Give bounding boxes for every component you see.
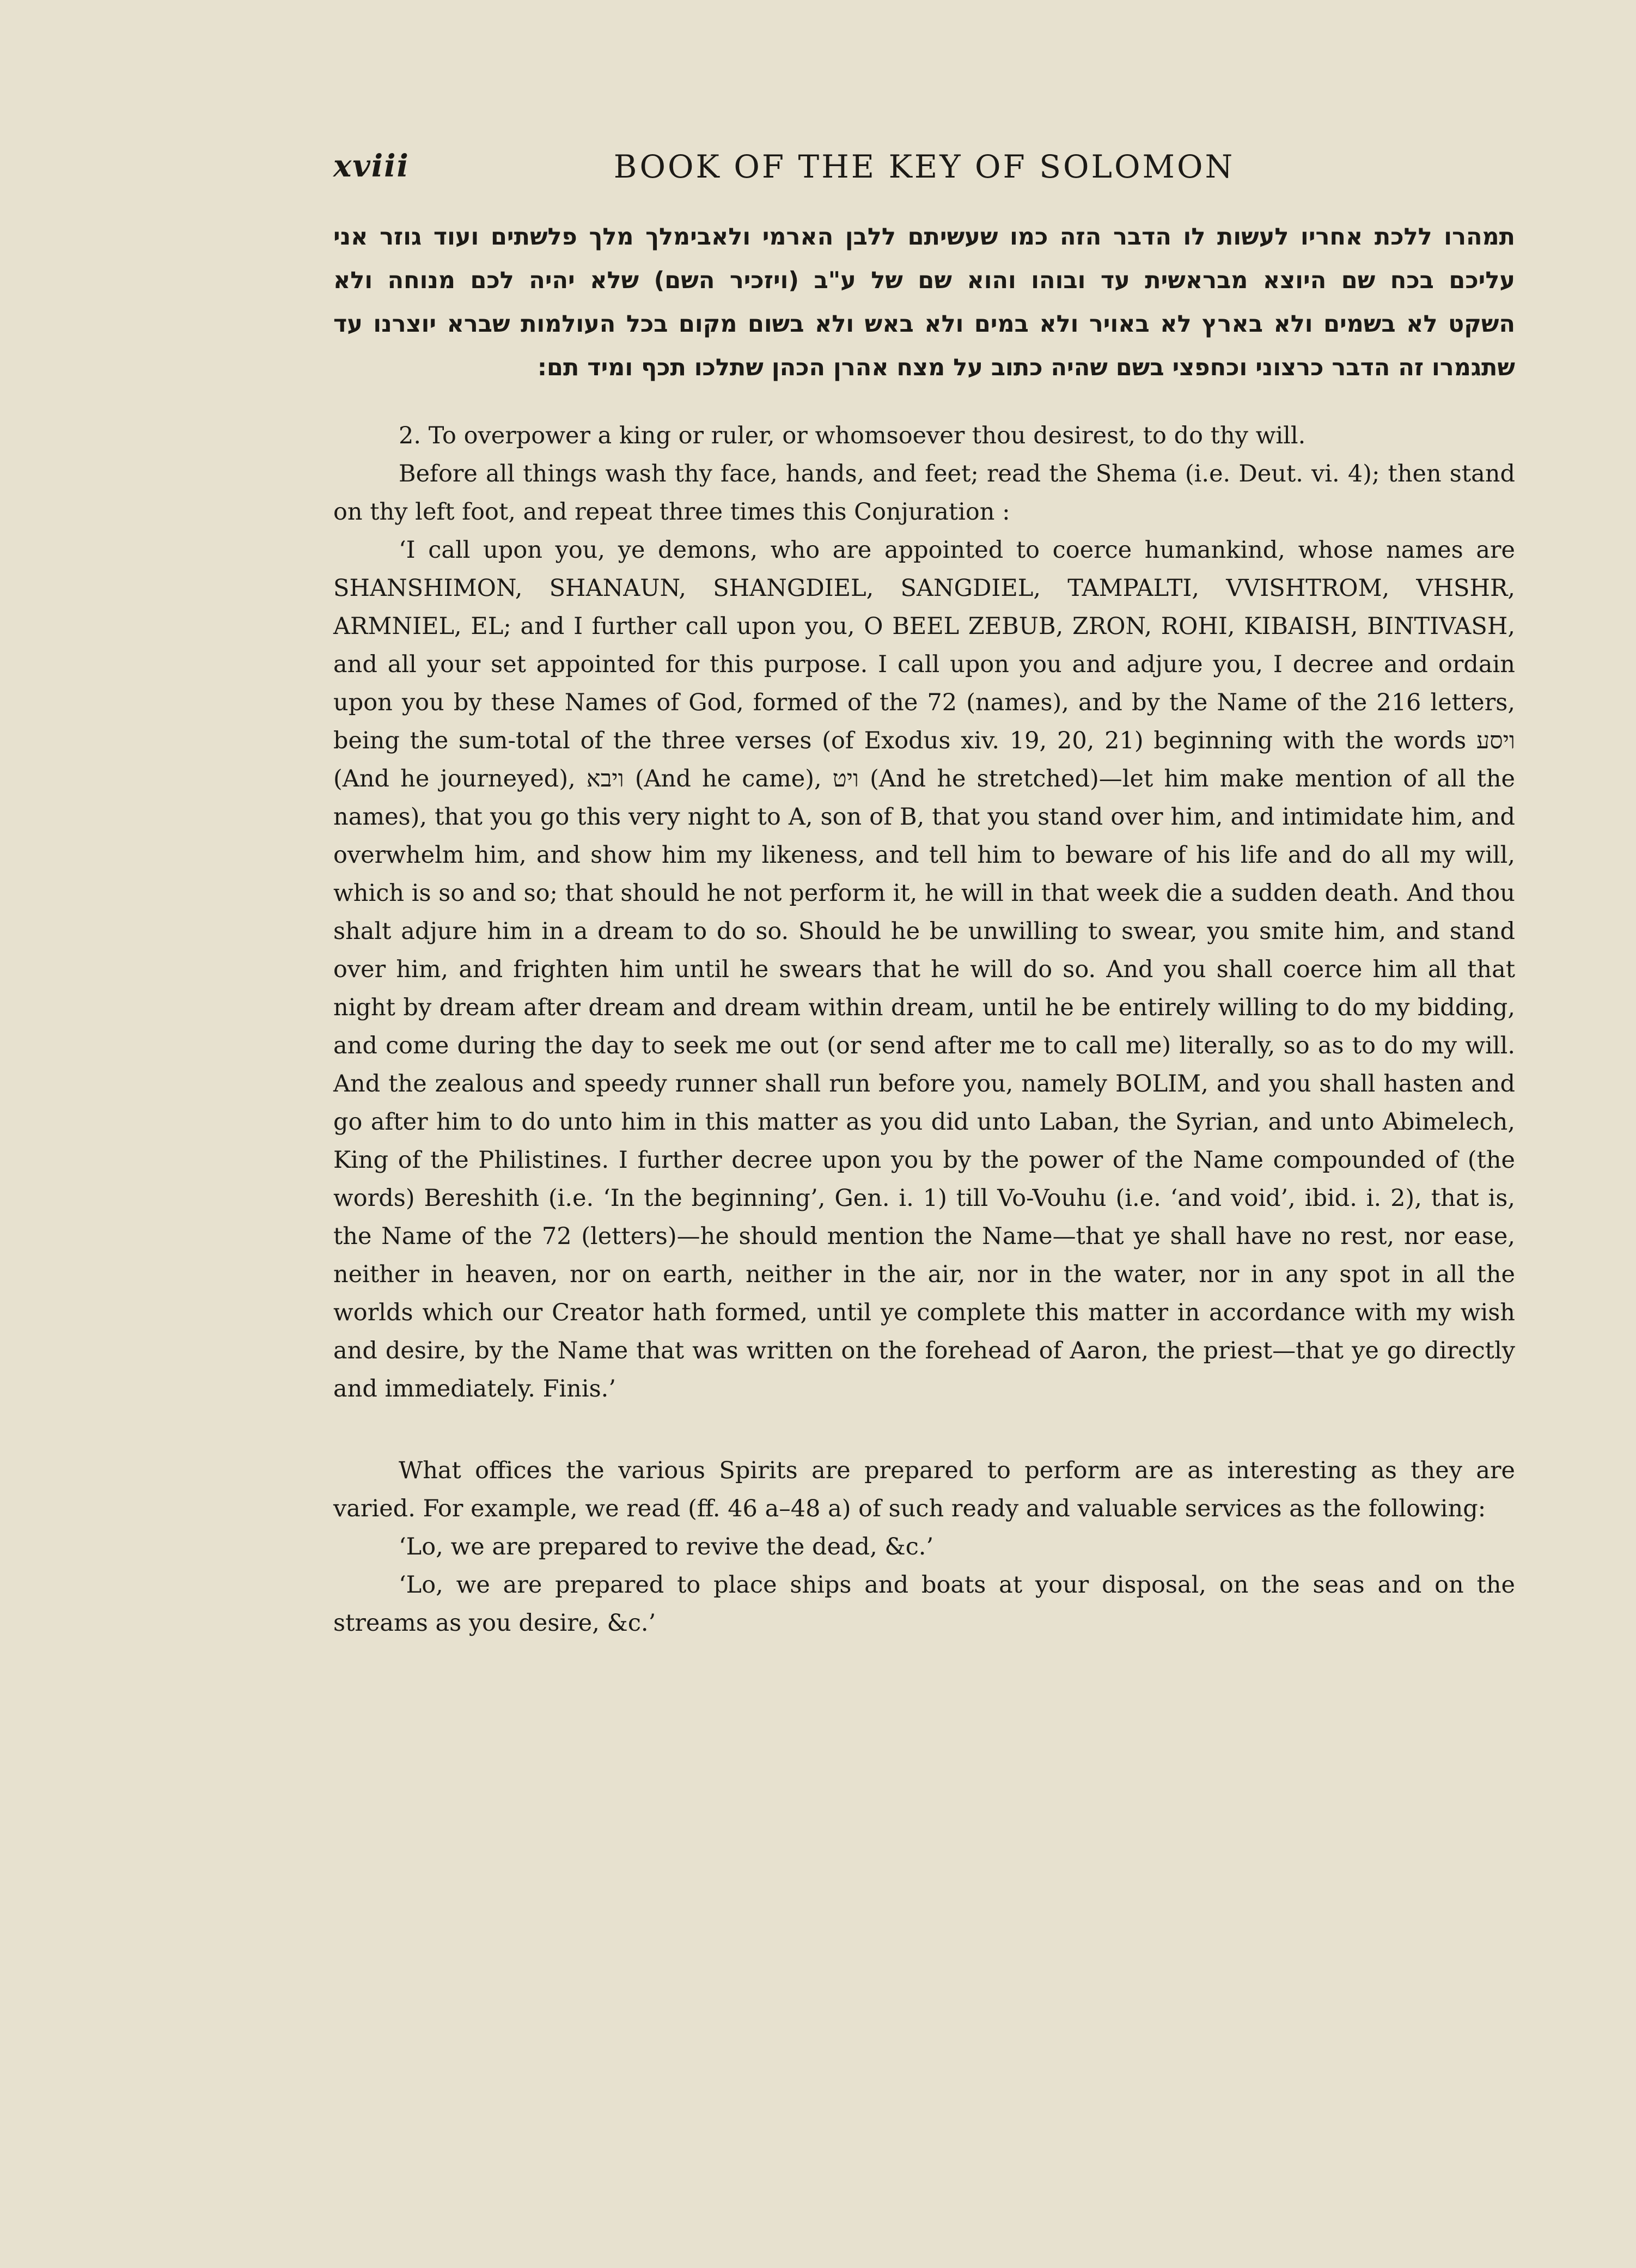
hebrew-line: תמהרו ללכת אחריו לעשות לו הדבר הזה כמו שעשיתם ללבן הארמי ולאבימלך מלך פלשתים ועוד גוזר אני bbox=[333, 223, 1515, 251]
hebrew-line: שתגמרו זה הדבר כרצוני וכחפצי בשם שהיה כתוב על מצח אהרן הכהן שתלכו תכף ומיד תם: bbox=[537, 354, 1515, 381]
quotation-paragraph: ‘Lo, we are prepared to place ships and boats at your disposal, on the seas and on the streams as you desire, &c.’ bbox=[333, 1571, 1515, 1637]
page-header bbox=[333, 148, 1515, 192]
conjuration-paragraph: ‘I call upon you, ye demons, who are appointed to coerce humankind, whose names are SHANSHIMON, SHANAUN, SHANGDIEL, SANGDIEL, TAMPALTI, VVISHTROM, VHSHR, ARMNIEL, EL; and I further call upon you, O BEEL ZEBUB, ZRON, ROHI, KIBAISH, BINTIVASH, and all your set appointed for this purpose. I call upon you and adjure you, I decree and ordain upon you by these Names of God, formed of the 72 (names), and by the Name of the 216 letters, being the sum-total of the three verses (of Exodus xiv. 19, 20, 21) beginning with the words ויסע (And he journeyed), ויבא (And he came), ויט (And he stretched)—let him make mention of all the names), that you go this very night to A, son of B, that you stand over him, and intimidate him, and overwhelm him, and show him my likeness, and tell him to beware of his life and do all my will, which is so and so; that should he not perform it, he will in that week die a sudden death. And thou shalt adjure him in a dream to do so. Should he be unwilling to swear, you smite him, and stand over him, and frighten him until he swears that he will do so. And you shall coerce him all that night by dream after dream and dream within dream, until he be entirely willing to do my bidding, and come during the day to seek me out (or send after me to call me) literally, so as to do my will. And the zealous and speedy runner shall run before you, namely BOLIM, and you shall hasten and go after him to do unto him in this matter as you did unto Laban, the Syrian, and unto Abimelech, King of the Philistines. I further decree upon you by the power of the Name compounded of (the words) Bereshith (i.e. ‘In the beginning’, Gen. i. 1) till Vo-Vouhu (i.e. ‘and void’, ibid. i. 2), that is, the Name of the 72 (letters)—he should mention the Name—that ye shall have no rest, nor ease, neither in heaven, nor on earth, neither in the air, nor in the water, nor in any spot in all the worlds which our Creator hath formed, until ye complete this matter in accordance with my wish and desire, by the Name that was written on the forehead of Aaron, the priest—that ye go directly and immediately. Finis.’ bbox=[333, 536, 1515, 1403]
folio-number: xviii bbox=[333, 148, 410, 184]
english-text-block bbox=[333, 417, 1515, 1642]
instruction-paragraph: Before all things wash thy face, hands, and feet; read the Shema (i.e. Deut. vi. 4); then stand on thy left foot, and repeat three times this Conjuration : bbox=[333, 460, 1515, 526]
hebrew-line: השקט לא בשמים ולא בארץ לא באויר ולא במים ולא באש ולא בשום מקום בכל העולמות שברא יוצרנו עד bbox=[333, 310, 1515, 338]
commentary-paragraph: What offices the various Spirits are prepared to perform are as interesting as they are varied. For example, we read (ff. 46 a–48 a) of such ready and valuable services as the following: bbox=[333, 1457, 1515, 1522]
running-title: BOOK OF THE KEY OF SOLOMON bbox=[613, 148, 1235, 185]
quotation-paragraph: ‘Lo, we are prepared to revive the dead, &c.’ bbox=[399, 1533, 934, 1560]
hebrew-line: עליכם בכח שם היוצא מבראשית עד ובוהו והוא שם של ע"ב (ויזכיר השם) שלא יהיה לכם מנוחה ולא bbox=[333, 267, 1515, 294]
hebrew-text-block bbox=[333, 215, 1515, 389]
section-heading-paragraph: 2. To overpower a king or ruler, or whomsoever thou desirest, to do thy will. bbox=[399, 422, 1306, 449]
